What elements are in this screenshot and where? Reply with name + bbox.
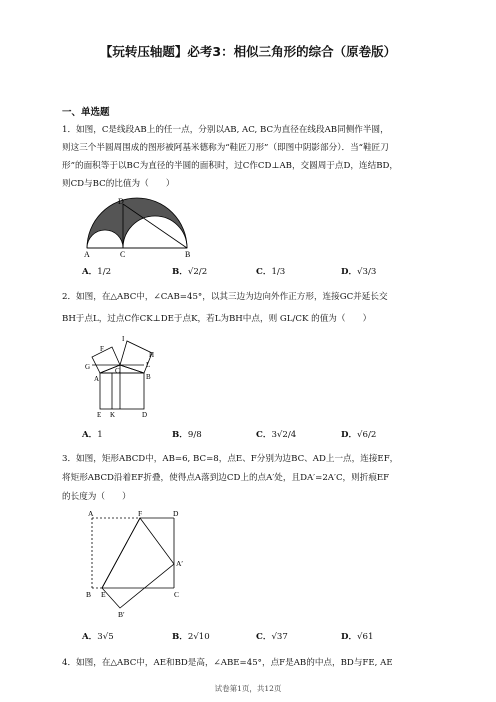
- q3-label-a: A: [88, 509, 94, 518]
- q3-option-a: A．3√5: [82, 632, 114, 642]
- q1-figure: [82, 196, 192, 258]
- page-footer: 试卷第1页，共12页: [214, 684, 282, 693]
- q2-option-a: A．1: [82, 430, 103, 440]
- q3-label-d: D: [173, 509, 179, 518]
- q2-option-d: D．√6/2: [341, 430, 377, 440]
- q1-option-a: A．1/2: [82, 267, 112, 277]
- q3-label-a-prime: A′: [176, 559, 184, 568]
- q2-label-f: F: [100, 345, 104, 353]
- q1-line-4: 则CD与BC的比值为（ ）: [62, 179, 175, 189]
- q2-label-a: A: [94, 375, 100, 383]
- q2-line-1: 2．如图，在△ABC中，∠CAB=45°，以其三边为边向外作正方形，连接GC并延长交: [62, 292, 388, 302]
- q2-line-2: BH于点L，过点C作CK⊥DE于点K，若L为BH中点，则 GL/CK 的值为（ ）: [62, 314, 372, 324]
- q3-option-b: B．2√10: [172, 632, 210, 642]
- q2-figure: [82, 335, 167, 420]
- q2-label-h: H: [149, 351, 155, 359]
- q2-option-c: C．3√2/4: [256, 430, 297, 440]
- q2-label-e: E: [97, 411, 102, 419]
- q1-label-d: D: [118, 197, 124, 206]
- q3-label-e: E: [101, 590, 106, 599]
- q3-label-b-prime: B′: [118, 610, 125, 619]
- q3-line-1: 3．如图，矩形ABCD中，AB=6, BC=8，点E、F分别为边BC、AD上一点，连接EF，: [62, 454, 399, 464]
- q2-label-c: C: [115, 367, 120, 375]
- q1-line-1: 1．如图，C是线段AB上的任一点，分别以AB, AC, BC为直径在线段AB同侧作半圆，: [62, 125, 389, 135]
- q2-label-l: L: [146, 361, 151, 369]
- q3-figure: [82, 508, 192, 620]
- q3-option-c: C．√37: [256, 632, 288, 642]
- q1-line-2: 则这三个半圆周围成的图形被阿基米德称为“鞋匠刀形”（即图中阴影部分）．当“鞋匠刀: [62, 143, 389, 153]
- page-title: 【玩转压轴题】必考3：相似三角形的综合（原卷版）: [99, 44, 397, 59]
- q2-label-b: B: [146, 373, 151, 381]
- q1-option-c: C．1/3: [256, 267, 286, 277]
- q4-line-1: 4．如图，在△ABC中，AE和BD是高，∠ABE=45°，点F是AB的中点，BD与FE, AE: [62, 658, 393, 668]
- q1-label-b: B: [185, 250, 191, 258]
- q2-label-g: G: [85, 363, 91, 371]
- q1-label-c: C: [120, 250, 126, 258]
- q3-label-f: F: [138, 509, 143, 518]
- q3-label-b: B: [86, 590, 92, 599]
- q2-label-i: I: [122, 335, 125, 343]
- q3-label-c: C: [174, 590, 180, 599]
- q2-option-b: B．9/8: [172, 430, 202, 440]
- q1-label-a: A: [84, 250, 90, 258]
- q1-option-d: D．√3/3: [341, 267, 377, 277]
- section-heading: 一、单选题: [62, 107, 110, 118]
- q1-option-b: B．√2/2: [172, 267, 208, 277]
- q3-line-3: 的长度为（ ）: [62, 492, 131, 502]
- q2-label-k: K: [110, 411, 116, 419]
- q1-line-3: 形”的面积等于以BC为直径的半圆的面积时，过C作CD⊥AB，交圆周于点D，连结BD，: [62, 161, 398, 171]
- q2-label-d: D: [142, 411, 148, 419]
- q3-option-d: D．√61: [341, 632, 374, 642]
- q3-line-2: 将矩形ABCD沿着EF折叠，使得点A落到边CD上的点A′处，且DA′=2A′C，则折痕EF: [62, 473, 390, 483]
